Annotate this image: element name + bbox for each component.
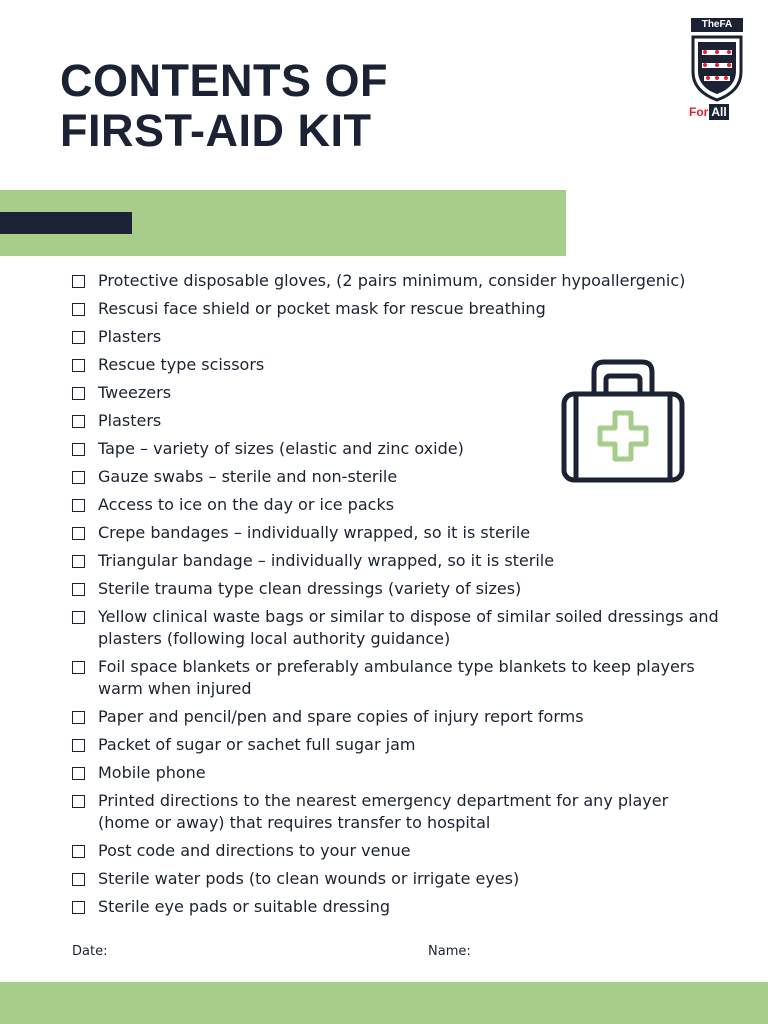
checkbox[interactable] [72, 499, 85, 512]
list-item [72, 762, 722, 784]
list-item [72, 270, 722, 292]
checkbox[interactable] [72, 471, 85, 484]
logo-all-text: All [711, 105, 727, 119]
page-title [60, 56, 388, 156]
list-item-label: Tweezers [98, 383, 172, 402]
logo-for-all [689, 104, 746, 120]
checkbox[interactable] [72, 739, 85, 752]
list-item-label: Plasters [98, 411, 162, 430]
list-item [72, 550, 722, 572]
logo-for-text: For [689, 105, 709, 119]
list-item-label: Mobile phone [98, 763, 206, 782]
list-item [72, 790, 722, 834]
checkbox[interactable] [72, 711, 85, 724]
list-item-label: Post code and directions to your venue [98, 841, 411, 860]
list-item [72, 840, 722, 862]
green-footer-band [0, 982, 768, 1024]
list-item-label: Crepe bandages – individually wrapped, so it is sterile [98, 523, 531, 542]
name-label: Name: [428, 944, 471, 959]
list-item [72, 656, 722, 700]
checkbox[interactable] [72, 873, 85, 886]
list-item [72, 494, 722, 516]
checkbox[interactable] [72, 901, 85, 914]
list-item-label: Rescusi face shield or pocket mask for rescue breathing [98, 299, 546, 318]
list-item-label: Yellow clinical waste bags or similar to dispose of similar soiled dressings and plasters (following local authority guidance) [98, 607, 719, 648]
list-item-label: Foil space blankets or preferably ambulance type blankets to keep players warm when injured [98, 657, 695, 698]
list-item-label: Gauze swabs – sterile and non-sterile [98, 467, 398, 486]
logo-wordmark: TheFA [691, 18, 743, 32]
list-item [72, 868, 722, 890]
checkbox[interactable] [72, 415, 85, 428]
list-item-label: Sterile trauma type clean dressings (variety of sizes) [98, 579, 522, 598]
list-item-label: Packet of sugar or sachet full sugar jam [98, 735, 416, 754]
list-item [72, 606, 722, 650]
list-item [72, 706, 722, 728]
list-item-label: Protective disposable gloves, (2 pairs minimum, consider hypoallergenic) [98, 271, 686, 290]
checkbox[interactable] [72, 795, 85, 808]
fa-logo [688, 18, 746, 126]
list-item [72, 522, 722, 544]
list-item-label: Sterile eye pads or suitable dressing [98, 897, 391, 916]
checkbox[interactable] [72, 661, 85, 674]
list-item [72, 734, 722, 756]
list-item [72, 326, 722, 348]
title-line-2: FIRST-AID KIT [60, 105, 372, 156]
navy-accent-bar [0, 212, 132, 234]
checkbox[interactable] [72, 527, 85, 540]
list-item-label: Plasters [98, 327, 162, 346]
checkbox[interactable] [72, 583, 85, 596]
checkbox[interactable] [72, 845, 85, 858]
first-aid-kit-icon [560, 358, 686, 484]
checkbox[interactable] [72, 303, 85, 316]
date-label: Date: [72, 944, 108, 959]
checkbox[interactable] [72, 443, 85, 456]
list-item-label: Tape – variety of sizes (elastic and zinc oxide) [98, 439, 464, 458]
checkbox[interactable] [72, 555, 85, 568]
checkbox[interactable] [72, 767, 85, 780]
list-item-label: Rescue type scissors [98, 355, 265, 374]
list-item [72, 298, 722, 320]
checkbox[interactable] [72, 611, 85, 624]
checkbox[interactable] [72, 387, 85, 400]
list-item-label: Access to ice on the day or ice packs [98, 495, 395, 514]
checkbox[interactable] [72, 331, 85, 344]
three-lions-crest-icon [690, 34, 744, 102]
checkbox[interactable] [72, 275, 85, 288]
list-item [72, 896, 722, 918]
list-item-label: Paper and pencil/pen and spare copies of injury report forms [98, 707, 584, 726]
list-item-label: Triangular bandage – individually wrapped, so it is sterile [98, 551, 555, 570]
list-item-label: Printed directions to the nearest emergency department for any player (home or away) that requires transfer to hospital [98, 791, 669, 832]
title-line-1: CONTENTS OF [60, 55, 388, 106]
list-item [72, 578, 722, 600]
list-item-label: Sterile water pods (to clean wounds or irrigate eyes) [98, 869, 520, 888]
checkbox[interactable] [72, 359, 85, 372]
